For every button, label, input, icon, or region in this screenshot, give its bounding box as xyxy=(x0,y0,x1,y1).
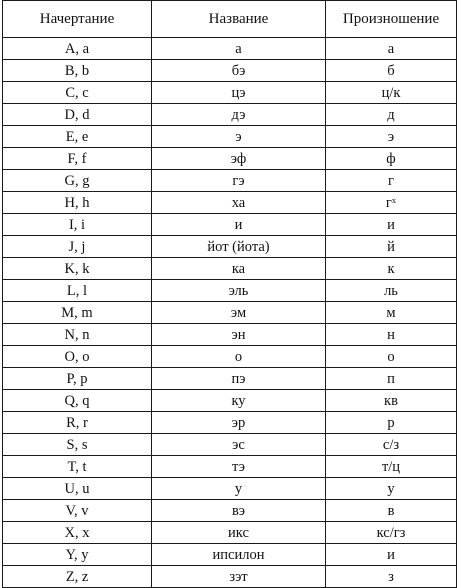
cell-pronunciation: н xyxy=(326,324,457,346)
table-row xyxy=(3,522,457,544)
table-row xyxy=(3,478,457,500)
cell-spelling: L, l xyxy=(3,280,152,302)
cell-name: эр xyxy=(152,412,326,434)
table-row xyxy=(3,500,457,522)
cell-spelling: O, o xyxy=(3,346,152,368)
cell-name: эн xyxy=(152,324,326,346)
cell-name: вэ xyxy=(152,500,326,522)
table-row xyxy=(3,258,457,280)
cell-spelling: B, b xyxy=(3,60,152,82)
table-row xyxy=(3,148,457,170)
cell-name: о xyxy=(152,346,326,368)
cell-spelling: H, h xyxy=(3,192,152,214)
cell-pronunciation: э xyxy=(326,126,457,148)
cell-pronunciation: п xyxy=(326,368,457,390)
cell-pronunciation: о xyxy=(326,346,457,368)
cell-pronunciation: к xyxy=(326,258,457,280)
cell-pronunciation: с/з xyxy=(326,434,457,456)
cell-name: э xyxy=(152,126,326,148)
cell-pronunciation: б xyxy=(326,60,457,82)
cell-spelling: Q, q xyxy=(3,390,152,412)
cell-name: икс xyxy=(152,522,326,544)
table-header xyxy=(3,1,457,38)
cell-pronunciation: з xyxy=(326,566,457,588)
header-pronunciation: Произношение xyxy=(326,1,457,38)
cell-pronunciation: ф xyxy=(326,148,457,170)
table-row xyxy=(3,302,457,324)
alphabet-table xyxy=(2,0,457,588)
table-row xyxy=(3,170,457,192)
table-row xyxy=(3,104,457,126)
cell-spelling: P, p xyxy=(3,368,152,390)
table-row xyxy=(3,214,457,236)
cell-spelling: Y, y xyxy=(3,544,152,566)
table-row xyxy=(3,82,457,104)
cell-name: пэ xyxy=(152,368,326,390)
table-row xyxy=(3,566,457,588)
cell-pronunciation: кв xyxy=(326,390,457,412)
cell-name: эс xyxy=(152,434,326,456)
cell-pronunciation: а xyxy=(326,38,457,60)
cell-spelling: J, j xyxy=(3,236,152,258)
table-row xyxy=(3,412,457,434)
cell-spelling: Z, z xyxy=(3,566,152,588)
cell-pronunciation: г xyxy=(326,170,457,192)
cell-name: ка xyxy=(152,258,326,280)
cell-spelling: G, g xyxy=(3,170,152,192)
header-name: Название xyxy=(152,1,326,38)
table-row xyxy=(3,456,457,478)
cell-name: тэ xyxy=(152,456,326,478)
cell-spelling: X, x xyxy=(3,522,152,544)
cell-spelling: N, n xyxy=(3,324,152,346)
header-row xyxy=(3,1,457,38)
cell-name: и xyxy=(152,214,326,236)
table-row xyxy=(3,434,457,456)
cell-pronunciation: и xyxy=(326,544,457,566)
table-row xyxy=(3,60,457,82)
cell-name: ку xyxy=(152,390,326,412)
cell-name: зэт xyxy=(152,566,326,588)
cell-name: йот (йота) xyxy=(152,236,326,258)
table-row xyxy=(3,38,457,60)
cell-name: бэ xyxy=(152,60,326,82)
cell-spelling: F, f xyxy=(3,148,152,170)
table-row xyxy=(3,236,457,258)
cell-spelling: I, i xyxy=(3,214,152,236)
cell-name: ха xyxy=(152,192,326,214)
table-row xyxy=(3,280,457,302)
cell-spelling: D, d xyxy=(3,104,152,126)
table-row xyxy=(3,192,457,214)
cell-spelling: K, k xyxy=(3,258,152,280)
table-row xyxy=(3,126,457,148)
cell-spelling: E, e xyxy=(3,126,152,148)
cell-pronunciation: д xyxy=(326,104,457,126)
cell-name: гэ xyxy=(152,170,326,192)
cell-name: ипсилон xyxy=(152,544,326,566)
cell-pronunciation: ль xyxy=(326,280,457,302)
table-row xyxy=(3,544,457,566)
cell-name: эф xyxy=(152,148,326,170)
cell-spelling: M, m xyxy=(3,302,152,324)
cell-pronunciation: р xyxy=(326,412,457,434)
table-row xyxy=(3,390,457,412)
cell-name: эм xyxy=(152,302,326,324)
cell-name: а xyxy=(152,38,326,60)
cell-pronunciation: м xyxy=(326,302,457,324)
cell-name: цэ xyxy=(152,82,326,104)
cell-pronunciation: гˣ xyxy=(326,192,457,214)
cell-spelling: T, t xyxy=(3,456,152,478)
cell-pronunciation: кс/гз xyxy=(326,522,457,544)
header-spelling: Начертание xyxy=(3,1,152,38)
cell-spelling: A, a xyxy=(3,38,152,60)
cell-pronunciation: и xyxy=(326,214,457,236)
table-body xyxy=(3,38,457,588)
cell-name: эль xyxy=(152,280,326,302)
cell-pronunciation: ц/к xyxy=(326,82,457,104)
table-row xyxy=(3,346,457,368)
table-row xyxy=(3,368,457,390)
cell-pronunciation: у xyxy=(326,478,457,500)
cell-spelling: U, u xyxy=(3,478,152,500)
cell-name: дэ xyxy=(152,104,326,126)
cell-spelling: R, r xyxy=(3,412,152,434)
cell-spelling: S, s xyxy=(3,434,152,456)
cell-spelling: C, c xyxy=(3,82,152,104)
cell-name: у xyxy=(152,478,326,500)
cell-spelling: V, v xyxy=(3,500,152,522)
cell-pronunciation: в xyxy=(326,500,457,522)
table-row xyxy=(3,324,457,346)
cell-pronunciation: й xyxy=(326,236,457,258)
cell-pronunciation: т/ц xyxy=(326,456,457,478)
